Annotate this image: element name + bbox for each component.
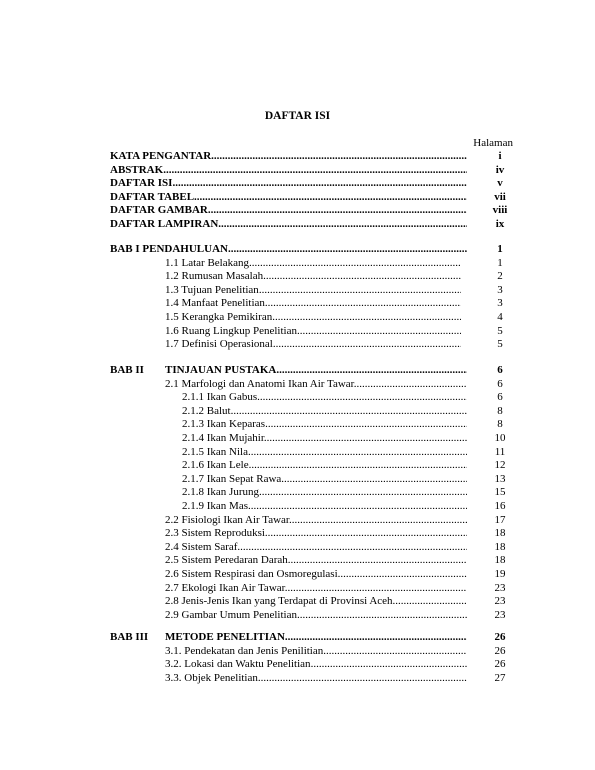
toc-page-number: vii <box>494 190 506 203</box>
page-title: DAFTAR ISI <box>264 110 331 122</box>
toc-row-front <box>0 177 595 191</box>
toc-row-section <box>0 609 595 623</box>
toc-entry-label <box>182 473 467 487</box>
toc-entry-label <box>165 541 467 555</box>
toc-entry-text: DAFTAR TABEL <box>110 190 195 203</box>
toc-entry-text: 2.1 Marfologi dan Anatomi Ikan Air Tawar <box>165 377 354 390</box>
toc-page-number: 18 <box>494 554 506 567</box>
toc-row-chapter <box>0 243 595 257</box>
toc-entry-text: 2.1.1 Ikan Gabus <box>182 391 258 404</box>
toc-row-section <box>0 645 595 659</box>
toc-row-section <box>0 257 595 271</box>
toc-entry-label <box>165 527 467 541</box>
toc-entry-text: ABSTRAK <box>110 163 164 176</box>
toc-page-number: 26 <box>494 644 506 657</box>
toc-row-front <box>0 164 595 178</box>
toc-row-chapter <box>0 364 595 378</box>
toc-entry-label <box>165 554 467 568</box>
toc-entry-text: 2.1.6 Ikan Lele <box>182 459 249 472</box>
toc-entry-text: 3.2. Lokasi dan Waktu Penelitian <box>165 658 311 671</box>
toc-row-section <box>0 284 595 298</box>
toc-row-front <box>0 204 595 218</box>
toc-entry-text: 2.1.8 Ikan Jurung <box>182 486 259 499</box>
toc-entry-label <box>165 311 461 325</box>
chapter-number: BAB III <box>110 631 149 643</box>
toc-page-number: 1 <box>497 243 503 255</box>
toc-entry-text: 1.7 Definisi Operasional <box>165 338 273 351</box>
toc-entry-label <box>182 486 467 500</box>
toc-row-section <box>0 527 595 541</box>
toc-row-front <box>0 150 595 164</box>
toc-entry-text: 1.4 Manfaat Penelitian <box>165 297 265 310</box>
toc-page-number: 8 <box>497 404 503 417</box>
toc-entry-label <box>165 658 467 672</box>
toc-entry-label <box>182 405 467 419</box>
toc-page-number: 1 <box>497 256 503 269</box>
toc-entry-text: 3.1. Pendekatan dan Jenis Penilitian <box>165 644 324 657</box>
toc-entry-text: 2.1.9 Ikan Mas <box>182 500 248 512</box>
toc-entry-label <box>165 514 467 528</box>
toc-entry-label <box>182 459 467 473</box>
toc-row-front <box>0 191 595 205</box>
toc-entry-label <box>165 672 467 686</box>
toc-entry-label <box>165 609 467 623</box>
page-column-label: Halaman <box>473 137 513 149</box>
toc-page-number: 6 <box>497 364 503 376</box>
toc-entry-label <box>110 204 467 218</box>
toc-entry-label <box>165 338 461 352</box>
toc-row-section <box>0 338 595 352</box>
toc-entry-text: 2.1.5 Ikan Nila <box>182 445 248 458</box>
toc-entry-label <box>182 391 467 405</box>
toc-entry-label <box>110 150 467 164</box>
toc-entry-text: DAFTAR GAMBAR <box>110 204 208 217</box>
toc-row-section <box>0 446 595 460</box>
toc-page-number: 23 <box>494 608 506 621</box>
toc-row-section <box>0 672 595 686</box>
toc-entry-text: DAFTAR ISI <box>110 177 173 190</box>
toc-entry-label <box>182 418 467 432</box>
toc-entry-text: 2.1.2 Balut <box>182 404 231 417</box>
toc-entry-text: 2.1.4 Ikan Mujahir <box>182 432 264 444</box>
toc-entry-label <box>165 325 461 339</box>
toc-entry-text: 2.6 Sistem Respirasi dan Osmoregulasi <box>165 568 338 580</box>
toc-entry-label <box>165 284 461 298</box>
toc-entry-label <box>165 568 467 582</box>
toc-entry-label <box>110 191 467 205</box>
toc-entry-label <box>182 500 467 514</box>
toc-entry-text: 2.3 Sistem Reproduksi <box>165 527 265 540</box>
toc-page-number: iv <box>495 163 505 176</box>
toc-entry-text: 3.3. Objek Penelitian <box>165 671 258 684</box>
toc-entry-text: DAFTAR LAMPIRAN <box>110 218 219 230</box>
chapter-number: BAB II <box>110 364 144 376</box>
toc-row-section <box>0 568 595 582</box>
toc-page-number: 13 <box>494 472 506 485</box>
toc-entry-text: 2.4 Sistem Saraf <box>165 540 238 553</box>
toc-entry-text: 2.8 Jenis-Jenis Ikan yang Terdapat di Provinsi Aceh <box>165 595 393 608</box>
toc-row-section <box>0 270 595 284</box>
toc-entry-text: 2.1.3 Ikan Keparas <box>182 418 266 431</box>
toc-page-number: 6 <box>497 391 503 404</box>
toc-row-section <box>0 459 595 473</box>
toc-entry-label <box>182 432 467 446</box>
toc-entry-label <box>165 364 467 378</box>
toc-entry-label <box>110 164 467 178</box>
toc-entry-label <box>165 257 461 271</box>
toc-row-section <box>0 486 595 500</box>
toc-entry-text: 1.1 Latar Belakang <box>165 256 249 269</box>
toc-page-number: 6 <box>497 377 503 390</box>
toc-entry-text: 2.1.7 Ikan Sepat Rawa <box>182 472 282 485</box>
toc-entry-text: KATA PENGANTAR <box>110 150 212 162</box>
toc-page-number: 12 <box>494 459 506 472</box>
toc-page-number: 3 <box>497 283 503 296</box>
toc-page-number: 23 <box>494 595 506 608</box>
toc-entry-text: 2.5 Sistem Peredaran Darah <box>165 554 288 567</box>
toc-entry-text: BAB I PENDAHULUAN <box>110 243 228 255</box>
toc-row-section <box>0 554 595 568</box>
toc-entry-text: 1.5 Kerangka Pemikiran <box>165 311 273 323</box>
toc-entry-label <box>165 297 461 311</box>
toc-entry-text: METODE PENELITIAN <box>165 631 285 643</box>
toc-page-number: 26 <box>494 631 506 643</box>
toc-row-section <box>0 405 595 419</box>
toc-entry-text: 1.2 Rumusan Masalah <box>165 270 264 283</box>
toc-entry-text: TINJAUAN PUSTAKA <box>165 364 277 376</box>
toc-page-number: 11 <box>494 445 506 458</box>
toc-row-section <box>0 418 595 432</box>
toc-row-section <box>0 658 595 672</box>
toc-page-number: 19 <box>494 568 506 580</box>
toc-row-section <box>0 541 595 555</box>
toc-entry-label <box>110 177 467 191</box>
toc-page-number: 5 <box>497 338 503 351</box>
toc-entry-label <box>110 243 467 257</box>
toc-row-front <box>0 218 595 232</box>
toc-page-number: 5 <box>497 324 503 337</box>
toc-entry-text: 1.6 Ruang Lingkup Penelitian <box>165 324 297 337</box>
toc-page-number: 8 <box>497 418 503 431</box>
toc-page-number: viii <box>492 204 508 217</box>
toc-entry-text: 1.3 Tujuan Penelitian <box>165 283 259 296</box>
toc-page-number: 23 <box>494 581 506 594</box>
toc-page-number: 17 <box>494 513 506 526</box>
toc-row-section <box>0 595 595 609</box>
toc-entry-label <box>165 631 467 645</box>
toc-row-section <box>0 297 595 311</box>
toc-page-number: 18 <box>494 527 506 540</box>
toc-page-number: 27 <box>494 671 506 684</box>
toc-entry-label <box>182 446 467 460</box>
toc-page-number: 4 <box>497 311 503 323</box>
toc-row-section <box>0 391 595 405</box>
toc-row-section <box>0 500 595 514</box>
toc-row-section <box>0 473 595 487</box>
toc-entry-label <box>165 270 461 284</box>
toc-page-number: 10 <box>494 432 506 444</box>
toc-row-section <box>0 432 595 446</box>
toc-page-number: ix <box>495 218 505 230</box>
toc-page-number: 26 <box>494 658 506 671</box>
toc-entry-label <box>165 595 467 609</box>
toc-row-section <box>0 325 595 339</box>
toc-row-section <box>0 582 595 596</box>
toc-entry-label <box>110 218 467 232</box>
toc-row-section <box>0 514 595 528</box>
toc-entry-text: 2.7 Ekologi Ikan Air Tawar <box>165 581 285 594</box>
toc-row-chapter <box>0 631 595 645</box>
toc-entry-text: 2.9 Gambar Umum Penelitian <box>165 608 297 621</box>
toc-row-section <box>0 378 595 392</box>
toc-entry-label <box>165 582 467 596</box>
toc-page-number: 16 <box>494 500 506 512</box>
toc-page-number: i <box>498 150 502 162</box>
toc-row-section <box>0 311 595 325</box>
toc-page-number: v <box>497 177 503 190</box>
toc-page-number: 15 <box>494 486 506 499</box>
toc-page-number: 2 <box>497 270 503 283</box>
toc-page-number: 3 <box>497 297 503 310</box>
toc-entry-label <box>165 378 467 392</box>
toc-page-number: 18 <box>494 540 506 553</box>
toc-entry-text: 2.2 Fisiologi Ikan Air Tawar <box>165 513 289 526</box>
toc-entry-label <box>165 645 467 659</box>
